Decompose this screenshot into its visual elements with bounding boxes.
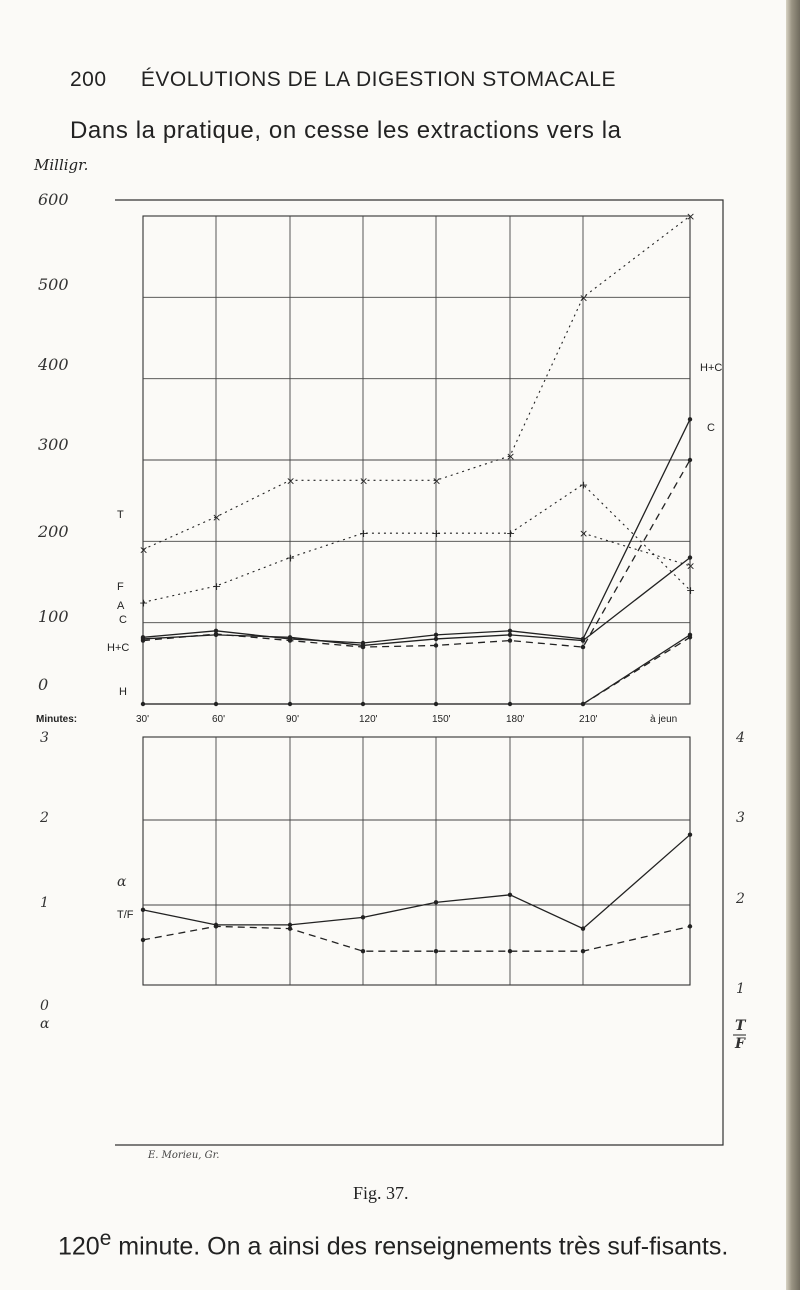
bottom-y-right-tick-label: 3 xyxy=(736,810,745,826)
bottom-series-alpha-point xyxy=(688,832,692,836)
top-series-f-marker: + xyxy=(579,478,589,492)
top-series-label: T xyxy=(117,509,124,521)
top-series-hc-rise-point xyxy=(581,702,585,706)
top-series-t-marker: × xyxy=(286,474,296,488)
bottom-series-alpha-point xyxy=(581,926,585,930)
top-series-f-marker: + xyxy=(139,596,149,610)
text-top: Dans la pratique, on cesse les extractions vers la xyxy=(70,117,622,144)
paragraph-number: 120 xyxy=(58,1232,100,1261)
x-axis-title: Minutes: xyxy=(36,714,78,725)
page-edge xyxy=(786,0,800,1290)
top-series-f-marker: + xyxy=(506,527,516,541)
figure-caption: Fig. 37. xyxy=(353,1183,409,1203)
bottom-y-tick-label: 0 xyxy=(40,998,49,1014)
bottom-series-alpha-line xyxy=(143,835,690,929)
top-series-h-point xyxy=(508,702,512,706)
top-series-label: C xyxy=(119,614,127,626)
top-series-c-point xyxy=(581,645,585,649)
top-series-h-c-point xyxy=(288,635,292,639)
top-series-a-line xyxy=(143,419,690,643)
top-series-t-marker: × xyxy=(359,474,369,488)
top-series-h-c-point xyxy=(361,643,365,647)
top-series-t-marker: × xyxy=(139,543,149,557)
x-tick-label: 210' xyxy=(579,714,598,725)
bottom-series-tf-point xyxy=(581,949,585,953)
ratio-label-denominator: F xyxy=(735,1036,745,1052)
top-series-t-marker: × xyxy=(212,510,222,524)
bottom-series-tf-line xyxy=(143,926,690,951)
bottom-series-alpha-point xyxy=(288,923,292,927)
ratio-label-numerator: T xyxy=(735,1018,746,1034)
top-right-series-label: C xyxy=(707,422,715,434)
bottom-series-alpha-point xyxy=(141,908,145,912)
bottom-series-tf-point xyxy=(508,949,512,953)
top-series-f-marker: + xyxy=(359,527,369,541)
top-series-hc-rise-point xyxy=(688,635,692,639)
top-series-t-marker: × xyxy=(432,474,442,488)
bottom-series-tf-point xyxy=(214,924,218,928)
top-y-tick-label: 100 xyxy=(38,607,69,626)
top-series-c-point xyxy=(434,643,438,647)
top-y-tick-label: 600 xyxy=(38,190,69,209)
top-series-label: A xyxy=(117,600,125,612)
bottom-y-right-tick-label: 1 xyxy=(736,981,745,997)
top-series-f-marker: + xyxy=(286,551,296,565)
top-series-h-point xyxy=(434,702,438,706)
top-series-t-marker: × xyxy=(579,291,589,305)
x-tick-label: 120' xyxy=(359,714,378,725)
bottom-series-tf-point xyxy=(688,924,692,928)
top-series-h-c-point xyxy=(581,638,585,642)
top-series-t-marker: × xyxy=(686,210,696,223)
bottom-series-tf-point xyxy=(361,949,365,953)
top-series-f-marker: + xyxy=(432,527,442,541)
top-series-h-c-point xyxy=(141,637,145,641)
x-tick-label: 30' xyxy=(136,714,150,725)
top-series-c-point xyxy=(508,638,512,642)
paragraph xyxy=(58,1222,748,1263)
top-series-label: H+C xyxy=(107,642,130,654)
top-y-tick-label: 0 xyxy=(38,675,49,694)
top-series-label: H xyxy=(119,686,127,698)
top-y-tick-label: 300 xyxy=(38,435,69,454)
bottom-series-alpha-point xyxy=(434,900,438,904)
top-series-t-high-branch-marker: × xyxy=(579,527,589,541)
top-series-c-point xyxy=(688,458,692,462)
bottom-y-right-tick-label: 2 xyxy=(736,891,745,907)
top-y-tick-label: 500 xyxy=(38,275,69,294)
bottom-series-label-alpha: α xyxy=(117,874,127,890)
paragraph-rest: minute. On a ainsi des renseignements très suf-fisants. xyxy=(111,1232,729,1261)
top-series-a-point xyxy=(508,629,512,633)
top-series-f-marker: + xyxy=(686,584,696,598)
top-series-hc-rise-line xyxy=(583,637,690,704)
top-series-h-point xyxy=(214,702,218,706)
top-y-tick-label: 400 xyxy=(38,355,69,374)
x-tick-label: à jeun xyxy=(650,714,678,725)
bottom-series-tf-point xyxy=(288,926,292,930)
top-series-h-point xyxy=(141,702,145,706)
bottom-y-tick-label: 2 xyxy=(40,810,49,826)
top-series-h-line xyxy=(143,635,690,704)
top-series-h-c-point xyxy=(214,633,218,637)
paragraph-sup: e xyxy=(99,1227,112,1250)
top-y-tick-label: 200 xyxy=(38,522,69,541)
x-tick-label: 180' xyxy=(506,714,525,725)
bottom-series-alpha-point xyxy=(361,915,365,919)
bottom-y-right-tick-label: 4 xyxy=(736,730,745,746)
top-series-t-high-branch-line xyxy=(583,533,690,566)
header-title: ÉVOLUTIONS DE LA DIGESTION STOMACALE xyxy=(140,68,616,91)
bottom-series-tf-point xyxy=(434,949,438,953)
top-series-f-line xyxy=(143,484,690,602)
x-tick-label: 60' xyxy=(212,714,226,725)
top-series-label: F xyxy=(117,581,124,593)
bottom-series-tf-point xyxy=(141,938,145,942)
top-series-h-point xyxy=(288,702,292,706)
bottom-alpha-label: α xyxy=(40,1016,50,1032)
bottom-y-tick-label: 1 xyxy=(40,895,49,911)
top-series-h-c-point xyxy=(508,633,512,637)
bottom-series-alpha-point xyxy=(508,893,512,897)
top-series-t-line xyxy=(143,216,690,549)
top-series-h-c-point xyxy=(434,637,438,641)
bottom-series-label-tf: T/F xyxy=(117,909,134,921)
top-series-f-marker: + xyxy=(212,580,222,594)
top-series-c-line xyxy=(143,460,690,647)
top-series-t-marker: × xyxy=(506,449,516,463)
top-right-series-label: H+C xyxy=(700,362,723,374)
engraver-signature: E. Morieu, Gr. xyxy=(148,1150,220,1161)
x-tick-label: 90' xyxy=(286,714,300,725)
top-series-h-point xyxy=(361,702,365,706)
x-tick-label: 150' xyxy=(432,714,451,725)
bottom-y-tick-label: 3 xyxy=(40,730,49,746)
top-series-t-high-branch-marker: × xyxy=(686,559,696,573)
page-number: 200 xyxy=(70,68,107,91)
top-series-a-point xyxy=(688,417,692,421)
bottom-plot-border xyxy=(143,737,690,985)
top-series-a-point xyxy=(434,633,438,637)
unit-label: Milligr. xyxy=(34,156,89,174)
